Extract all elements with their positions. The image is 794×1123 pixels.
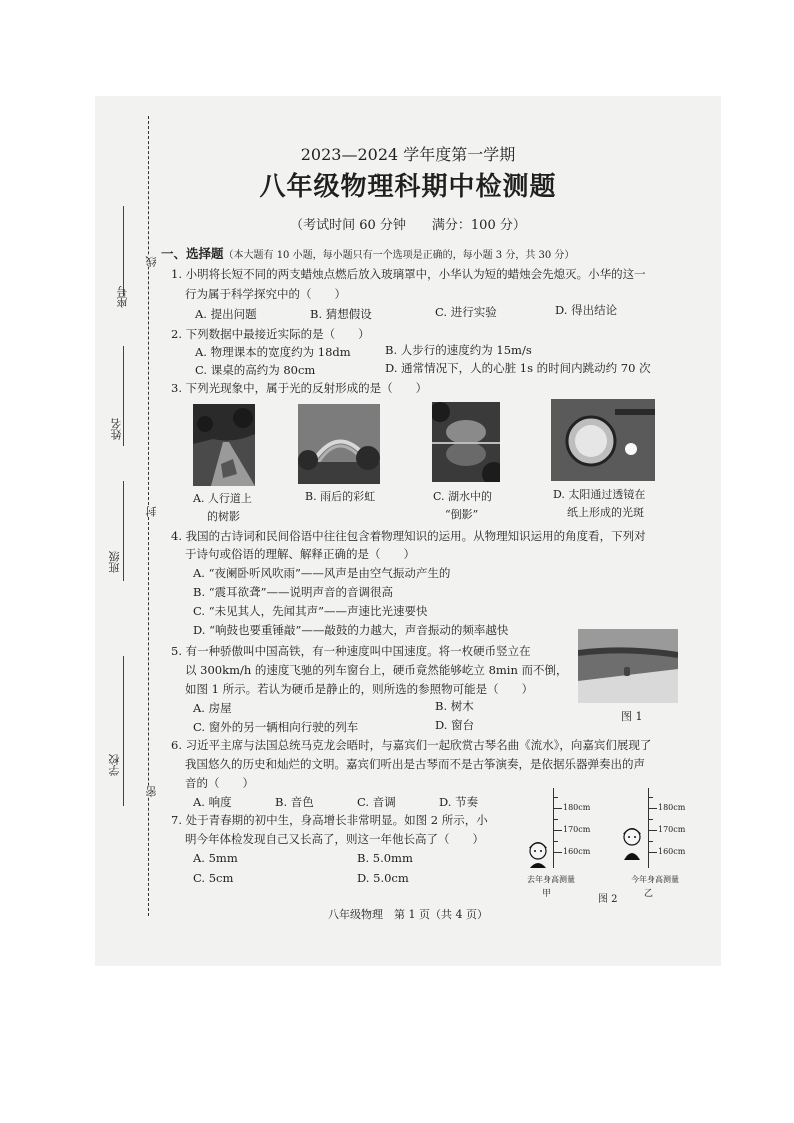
q6-line-2: 我国悠久的历史和灿烂的文明。嘉宾们听出是古琴而不是古筝演奏，是依据乐器弹奏出的声: [185, 757, 645, 771]
q4-option-d: D. “响鼓也要重锤敲”——敲鼓的力越大，声音振动的频率越快: [193, 623, 509, 637]
q4-line-2: 于诗句或俗语的理解、解释正确的是（ ）: [185, 547, 415, 561]
q7-line-2: 明今年体检发现自己又长高了，则这一年他长高了（ ）: [185, 832, 484, 846]
q7-option-a: A. 5mm: [193, 851, 238, 865]
seal-char-secret: 密: [145, 786, 158, 797]
figure-2-left-sub: 甲: [542, 889, 552, 899]
q5-line-1: 5. 有一种骄傲叫中国高铁，有一种速度叫中国速度。将一枚硬币竖立在: [171, 644, 531, 658]
q5-option-d: D. 窗台: [435, 718, 475, 732]
q1-option-b: B. 猜想假设: [310, 307, 372, 321]
q7-option-c: C. 5cm: [193, 871, 234, 885]
ruler-right-mark-180: 180cm: [658, 803, 686, 812]
ruler-right: [648, 788, 655, 868]
q5-option-a: A. 房屋: [193, 701, 232, 715]
q2-option-a: A. 物理课本的宽度约为 18dm: [195, 345, 351, 359]
section-1-note: （本大题有 10 小题，每小题只有一个选项是正确的，每小题 3 分，共 30 分）: [223, 250, 575, 261]
class-label: 班级: [108, 551, 121, 573]
school-label: 学校: [108, 754, 121, 776]
q3-caption-b-1: B. 雨后的彩虹: [305, 490, 376, 503]
student-this-year-icon: [621, 824, 643, 864]
exam-title: 八年级物理科期中检测题: [259, 172, 557, 202]
q4-option-b: B. “震耳欲聋”——说明声音的音调很高: [193, 585, 394, 599]
ruler-right-mark-160: 160cm: [658, 847, 686, 856]
q1-line-1: 1. 小明将长短不同的两支蜡烛点燃后放入玻璃罩中，小华认为短的蜡烛会先熄灭。小华的这一: [171, 267, 646, 281]
figure-2-right-caption: 今年身高测量: [631, 875, 679, 884]
q3-caption-d-2: 纸上形成的光斑: [567, 506, 644, 519]
q3-stem: 3. 下列光现象中，属于光的反射形成的是（ ）: [171, 381, 428, 395]
exam-page: [95, 96, 721, 966]
q6-option-c: C. 音调: [357, 795, 396, 809]
q5-option-c: C. 窗外的另一辆相向行驶的列车: [193, 720, 359, 734]
q3-photo-lake-reflection: [432, 402, 500, 482]
ruler-left-mark-180: 180cm: [563, 803, 591, 812]
school-underline: [123, 656, 124, 806]
q3-caption-c-1: C. 湖水中的: [433, 490, 493, 503]
q7-option-b: B. 5.0mm: [357, 851, 413, 865]
section-1-title: 一、选择题: [161, 246, 224, 261]
q2-stem: 2. 下列数据中最接近实际的是（ ）: [171, 327, 370, 341]
q4-option-c: C. “未见其人，先闻其声”——声速比光速要快: [193, 604, 428, 618]
q3-photo-tree-shadow: [193, 404, 255, 486]
q3-photo-rainbow: [298, 404, 380, 484]
q6-line-1: 6. 习近平主席与法国总统马克龙会晤时，与嘉宾们一起欣赏古琴名曲《流水》，向嘉宾们展现了: [171, 738, 652, 752]
q4-line-1: 4. 我国的古诗词和民间俗语中往往包含着物理知识的运用。从物理知识运用的角度看，下列对: [171, 529, 646, 543]
exam-info: （考试时间 60 分钟 满分：100 分）: [290, 218, 526, 233]
q7-line-1: 7. 处于青春期的初中生，身高增长非常明显。如图 2 所示，小: [171, 813, 488, 827]
q1-line-2: 行为属于科学探究中的（ ）: [185, 287, 346, 301]
figure-1-train-coin: [578, 629, 678, 703]
figure-2-right-sub: 乙: [644, 889, 654, 899]
q5-line-3: 如图 1 所示。若认为硬币是静止的，则所选的参照物可能是（ ）: [185, 682, 534, 696]
ruler-right-mark-170: 170cm: [658, 825, 686, 834]
ruler-left-mark-170: 170cm: [563, 825, 591, 834]
q6-option-d: D. 节奏: [439, 795, 479, 809]
q6-option-b: B. 音色: [275, 795, 314, 809]
q3-caption-a-2: 的树影: [207, 510, 240, 523]
figure-2-label: 图 2: [598, 894, 618, 905]
figure-1-label: 图 1: [621, 710, 643, 723]
q5-line-2: 以 300km/h 的速度飞驰的列车窗台上，硬币竟然能够屹立 8min 而不倒，: [185, 663, 568, 677]
q1-option-a: A. 提出问题: [195, 307, 257, 321]
q6-line-3: 音的（ ）: [185, 776, 254, 790]
q1-option-c: C. 进行实验: [435, 305, 497, 319]
q5-option-b: B. 树木: [435, 699, 474, 713]
student-last-year-icon: [527, 838, 549, 872]
q2-option-d: D. 通常情况下，人的心脏 1s 的时间内跳动约 70 次: [385, 361, 651, 375]
q6-option-a: A. 响度: [193, 795, 232, 809]
name-label: 姓名: [110, 418, 123, 440]
seal-char-seal: 封: [145, 506, 158, 517]
q3-photo-lens-spot: [551, 399, 655, 481]
seat-label: 座号: [116, 286, 129, 308]
q2-option-c: C. 课桌的高约为 80cm: [195, 363, 316, 377]
figure-2-left-caption: 去年身高测量: [527, 875, 575, 884]
section-1-heading: [161, 244, 574, 262]
q2-option-b: B. 人步行的速度约为 15m/s: [385, 343, 532, 357]
ruler-left: [553, 788, 560, 868]
class-underline: [123, 481, 124, 581]
seal-char-line: 线: [145, 256, 158, 267]
year-term: 2023—2024 学年度第一学期: [300, 145, 516, 164]
ruler-left-mark-160: 160cm: [563, 847, 591, 856]
q1-option-d: D. 得出结论: [555, 303, 618, 317]
q3-caption-c-2: “倒影”: [445, 508, 479, 521]
q4-option-a: A. “夜阑卧听风吹雨”——风声是由空气振动产生的: [193, 566, 451, 580]
page-footer: 八年级物理 第 1 页（共 4 页）: [328, 908, 488, 921]
q3-caption-a-1: A. 人行道上: [193, 492, 252, 505]
q7-option-d: D. 5.0cm: [357, 871, 409, 885]
q3-caption-d-1: D. 太阳通过透镜在: [553, 488, 646, 501]
